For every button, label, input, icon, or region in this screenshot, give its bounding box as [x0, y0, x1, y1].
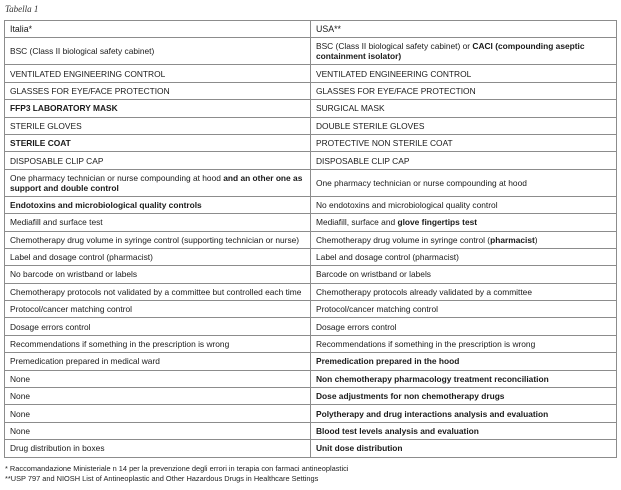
table-row	[5, 169, 617, 196]
cell-text: Non chemotherapy pharmacology treatment reconciliation	[316, 373, 549, 384]
cell-text: Premedication prepared in medical ward	[10, 356, 160, 367]
cell-text: None	[10, 426, 31, 436]
cell-italia	[5, 318, 311, 335]
cell-text: DOUBLE STERILE GLOVES	[316, 120, 425, 131]
cell-text: One pharmacy technician or nurse compounding at hood	[10, 172, 224, 183]
cell-usa	[311, 248, 617, 265]
cell-text: Blood test levels analysis and evaluation	[316, 426, 479, 436]
cell-usa	[311, 388, 617, 405]
cell-text: Recommendations if something in the prescription is wrong	[10, 339, 230, 350]
column-header-usa: USA**	[311, 21, 617, 38]
cell-text: Label and dosage control (pharmacist)	[10, 252, 153, 263]
cell-text: BSC (Class II biological safety cabinet)	[10, 46, 155, 57]
cell-text: None	[10, 391, 31, 402]
comparison-table	[4, 20, 617, 458]
cell-text: glove fingertips test	[397, 217, 478, 228]
cell-text: Protocol/cancer matching control	[316, 304, 438, 315]
cell-text: None	[10, 408, 31, 419]
cell-italia	[5, 231, 311, 248]
table-row	[5, 134, 617, 151]
footnote-italia: * Raccomandazione Ministeriale n 14 per la prevenzione degli errori in terapia con farmaci antineoplastici	[5, 464, 349, 473]
cell-italia	[5, 440, 311, 457]
table-row	[5, 353, 617, 370]
cell-italia	[5, 214, 311, 231]
cell-italia	[5, 169, 311, 196]
cell-usa	[311, 134, 617, 151]
table-body	[5, 38, 617, 457]
cell-text: Recommendations if something in the prescription is wrong	[316, 339, 536, 350]
cell-usa	[311, 266, 617, 283]
cell-italia	[5, 370, 311, 387]
cell-text: GLASSES FOR EYE/FACE PROTECTION	[10, 85, 170, 96]
cell-italia	[5, 388, 311, 405]
cell-italia	[5, 134, 311, 151]
cell-text: One pharmacy technician or nurse compounding at hood	[316, 177, 527, 188]
cell-italia	[5, 266, 311, 283]
cell-text: STERILE COAT	[10, 138, 71, 149]
cell-text: Chemotherapy protocols not validated by a committee but controlled each time	[10, 286, 302, 297]
cell-text: Mediafill and surface test	[10, 217, 103, 228]
cell-text: Barcode on wristband or labels	[316, 269, 431, 280]
cell-usa	[311, 152, 617, 169]
cell-italia	[5, 422, 311, 439]
table-row	[5, 214, 617, 231]
cell-usa	[311, 169, 617, 196]
cell-text: No barcode on wristband or labels	[10, 269, 138, 280]
cell-text: FFP3 LABORATORY MASK	[10, 103, 118, 114]
cell-text: Unit dose distribution	[316, 443, 403, 454]
cell-usa	[311, 335, 617, 352]
cell-text: GLASSES FOR EYE/FACE PROTECTION	[316, 85, 476, 96]
table-header-row	[5, 21, 617, 38]
cell-italia	[5, 353, 311, 370]
cell-text: Endotoxins and microbiological quality controls	[10, 199, 202, 210]
cell-usa	[311, 231, 617, 248]
cell-italia	[5, 38, 311, 65]
table-row	[5, 65, 617, 82]
table-row	[5, 422, 617, 439]
cell-italia	[5, 301, 311, 318]
cell-text: Mediafill, surface and	[316, 217, 398, 228]
cell-italia	[5, 405, 311, 422]
cell-italia	[5, 196, 311, 213]
cell-text: Dosage errors control	[316, 321, 397, 332]
cell-italia	[5, 248, 311, 265]
cell-italia	[5, 335, 311, 352]
table-row	[5, 231, 617, 248]
cell-text: Drug distribution in boxes	[10, 443, 105, 454]
cell-text: Dosage errors control	[10, 321, 91, 332]
cell-text: Premedication prepared in the hood	[316, 356, 460, 367]
table-row	[5, 335, 617, 352]
cell-text: VENTILATED ENGINEERING CONTROL	[316, 68, 472, 79]
cell-usa	[311, 370, 617, 387]
table-row	[5, 283, 617, 300]
cell-text: pharmacist	[490, 234, 535, 245]
cell-text: PROTECTIVE NON STERILE COAT	[316, 138, 453, 149]
cell-text: Label and dosage control (pharmacist)	[316, 252, 459, 263]
cell-text: and an other one as support and double control	[10, 172, 303, 193]
cell-text: Chemotherapy drug volume in syringe control (	[316, 234, 491, 245]
cell-usa	[311, 353, 617, 370]
table-row	[5, 196, 617, 213]
cell-italia	[5, 100, 311, 117]
cell-usa	[311, 318, 617, 335]
cell-text: )	[534, 234, 538, 245]
cell-usa	[311, 65, 617, 82]
cell-usa	[311, 405, 617, 422]
table-row	[5, 370, 617, 387]
table-row	[5, 100, 617, 117]
cell-text: Polytherapy and drug interactions analysis and evaluation	[316, 408, 549, 419]
cell-text: STERILE GLOVES	[10, 120, 82, 131]
cell-text: VENTILATED ENGINEERING CONTROL	[10, 68, 166, 79]
footnote-usa: **USP 797 and NIOSH List of Antineoplastic and Other Hazardous Drugs in Healthcare Settings	[5, 474, 319, 483]
table-row	[5, 266, 617, 283]
cell-text: Chemotherapy protocols already validated by a committee	[316, 286, 532, 297]
cell-usa	[311, 117, 617, 134]
column-header-italia: Italia*	[5, 21, 311, 38]
cell-usa	[311, 100, 617, 117]
cell-italia	[5, 152, 311, 169]
table-row	[5, 318, 617, 335]
cell-text: Dose adjustments for non chemotherapy drugs	[316, 391, 505, 402]
cell-text: CACI (compounding aseptic containment isolator)	[316, 41, 585, 62]
cell-text: Chemotherapy drug volume in syringe control (supporting technician or nurse)	[10, 234, 300, 245]
cell-usa	[311, 301, 617, 318]
table-row	[5, 152, 617, 169]
table-row	[5, 38, 617, 65]
table-row	[5, 248, 617, 265]
cell-usa	[311, 440, 617, 457]
cell-italia	[5, 82, 311, 99]
cell-text: Protocol/cancer matching control	[10, 304, 132, 315]
cell-text: No endotoxins and microbiological quality control	[316, 199, 498, 210]
table-caption: Tabella 1	[5, 4, 39, 14]
table-row	[5, 388, 617, 405]
cell-usa	[311, 196, 617, 213]
table-row	[5, 82, 617, 99]
footnotes	[5, 464, 348, 484]
cell-text: BSC (Class II biological safety cabinet) or	[316, 41, 473, 52]
table-row	[5, 405, 617, 422]
cell-text: SURGICAL MASK	[316, 103, 385, 114]
cell-usa	[311, 422, 617, 439]
table-row	[5, 117, 617, 134]
cell-text: DISPOSABLE CLIP CAP	[316, 155, 410, 166]
cell-usa	[311, 283, 617, 300]
table-row	[5, 301, 617, 318]
cell-usa	[311, 82, 617, 99]
cell-italia	[5, 117, 311, 134]
cell-text: DISPOSABLE CLIP CAP	[10, 155, 104, 166]
cell-usa	[311, 38, 617, 65]
cell-italia	[5, 65, 311, 82]
cell-text: None	[10, 373, 31, 384]
cell-usa	[311, 214, 617, 231]
cell-italia	[5, 283, 311, 300]
table-row	[5, 440, 617, 457]
